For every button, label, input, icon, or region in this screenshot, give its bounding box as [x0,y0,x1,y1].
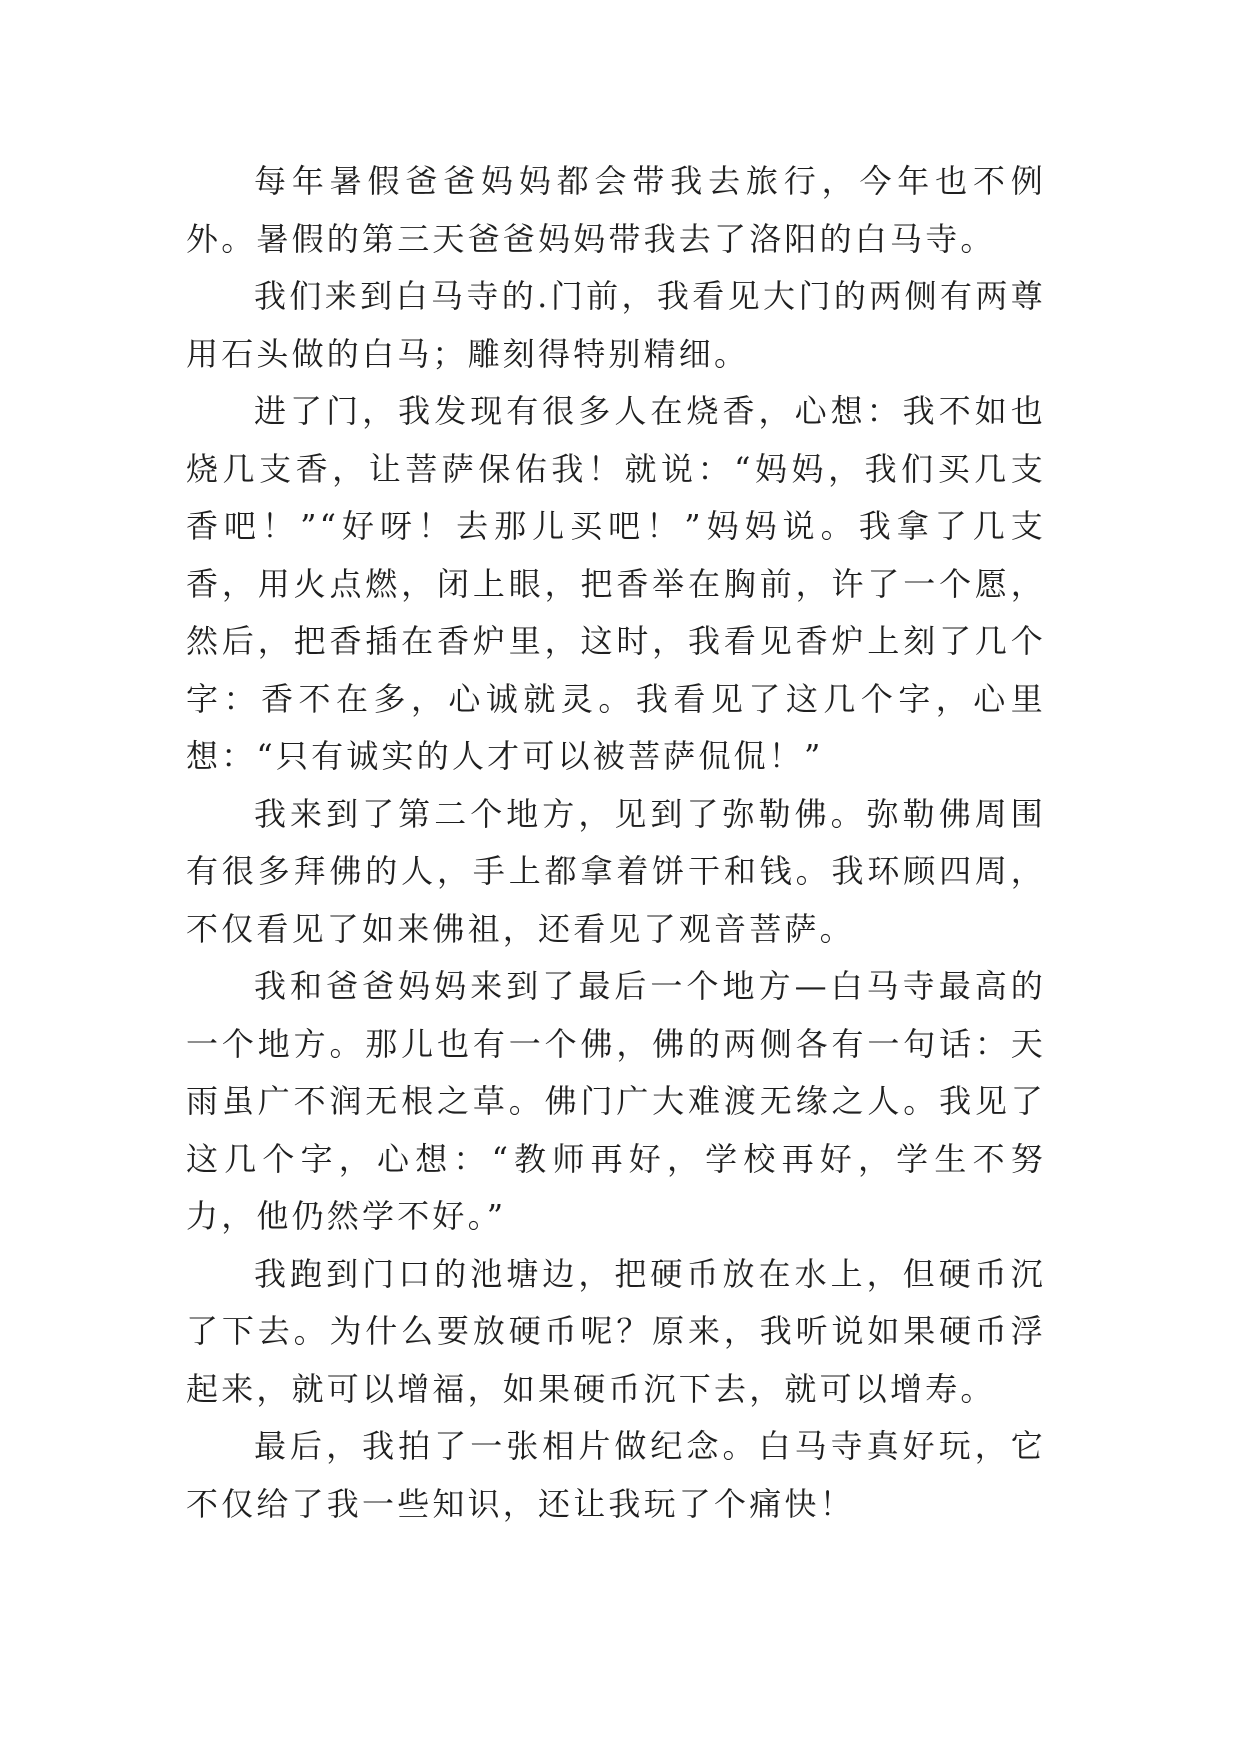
paragraph-1: 每年暑假爸爸妈妈都会带我去旅行，今年也不例外。暑假的第三天爸爸妈妈带我去了洛阳的白马寺。 [186,162,1046,258]
paragraph-6: 我跑到门口的池塘边，把硬币放在水上，但硬币沉了下去。为什么要放硬币呢？原来，我听说如果硬币浮起来，就可以增福，如果硬币沉下去，就可以增寿。 [186,1254,1046,1408]
paragraph-4: 我来到了第二个地方，见到了弥勒佛。弥勒佛周围有很多拜佛的人，手上都拿着饼干和钱。我环顾四周，不仅看见了如来佛祖，还看见了观音菩萨。 [186,794,1046,948]
paragraph-7: 最后，我拍了一张相片做纪念。白马寺真好玩，它不仅给了我一些知识，还让我玩了个痛快！ [186,1427,1046,1523]
paragraph-2: 我们来到白马寺的.门前，我看见大门的两侧有两尊用石头做的白马；雕刻得特别精细。 [186,277,1046,373]
paragraph-3: 进了门，我发现有很多人在烧香，心想：我不如也烧几支香，让菩萨保佑我！就说：“妈妈，我们买几支香吧！”“好呀！去那儿买吧！”妈妈说。我拿了几支香，用火点燃，闭上眼，把香举在胸前，许了一个愿，然后，把香插在香炉里，这时，我看见香炉上刻了几个字：香不在多，心诚就灵。我看见了这几个字，心里想：“只有诚实的人才可以被菩萨侃侃！” [186,392,1046,775]
article-body [186,153,1046,1533]
paragraph-5: 我和爸爸妈妈来到了最后一个地方—白马寺最高的一个地方。那儿也有一个佛，佛的两侧各有一句话：天雨虽广不润无根之草。佛门广大难渡无缘之人。我见了这几个字，心想：“教师再好，学校再好，学生不努力，他仍然学不好。” [186,967,1046,1235]
